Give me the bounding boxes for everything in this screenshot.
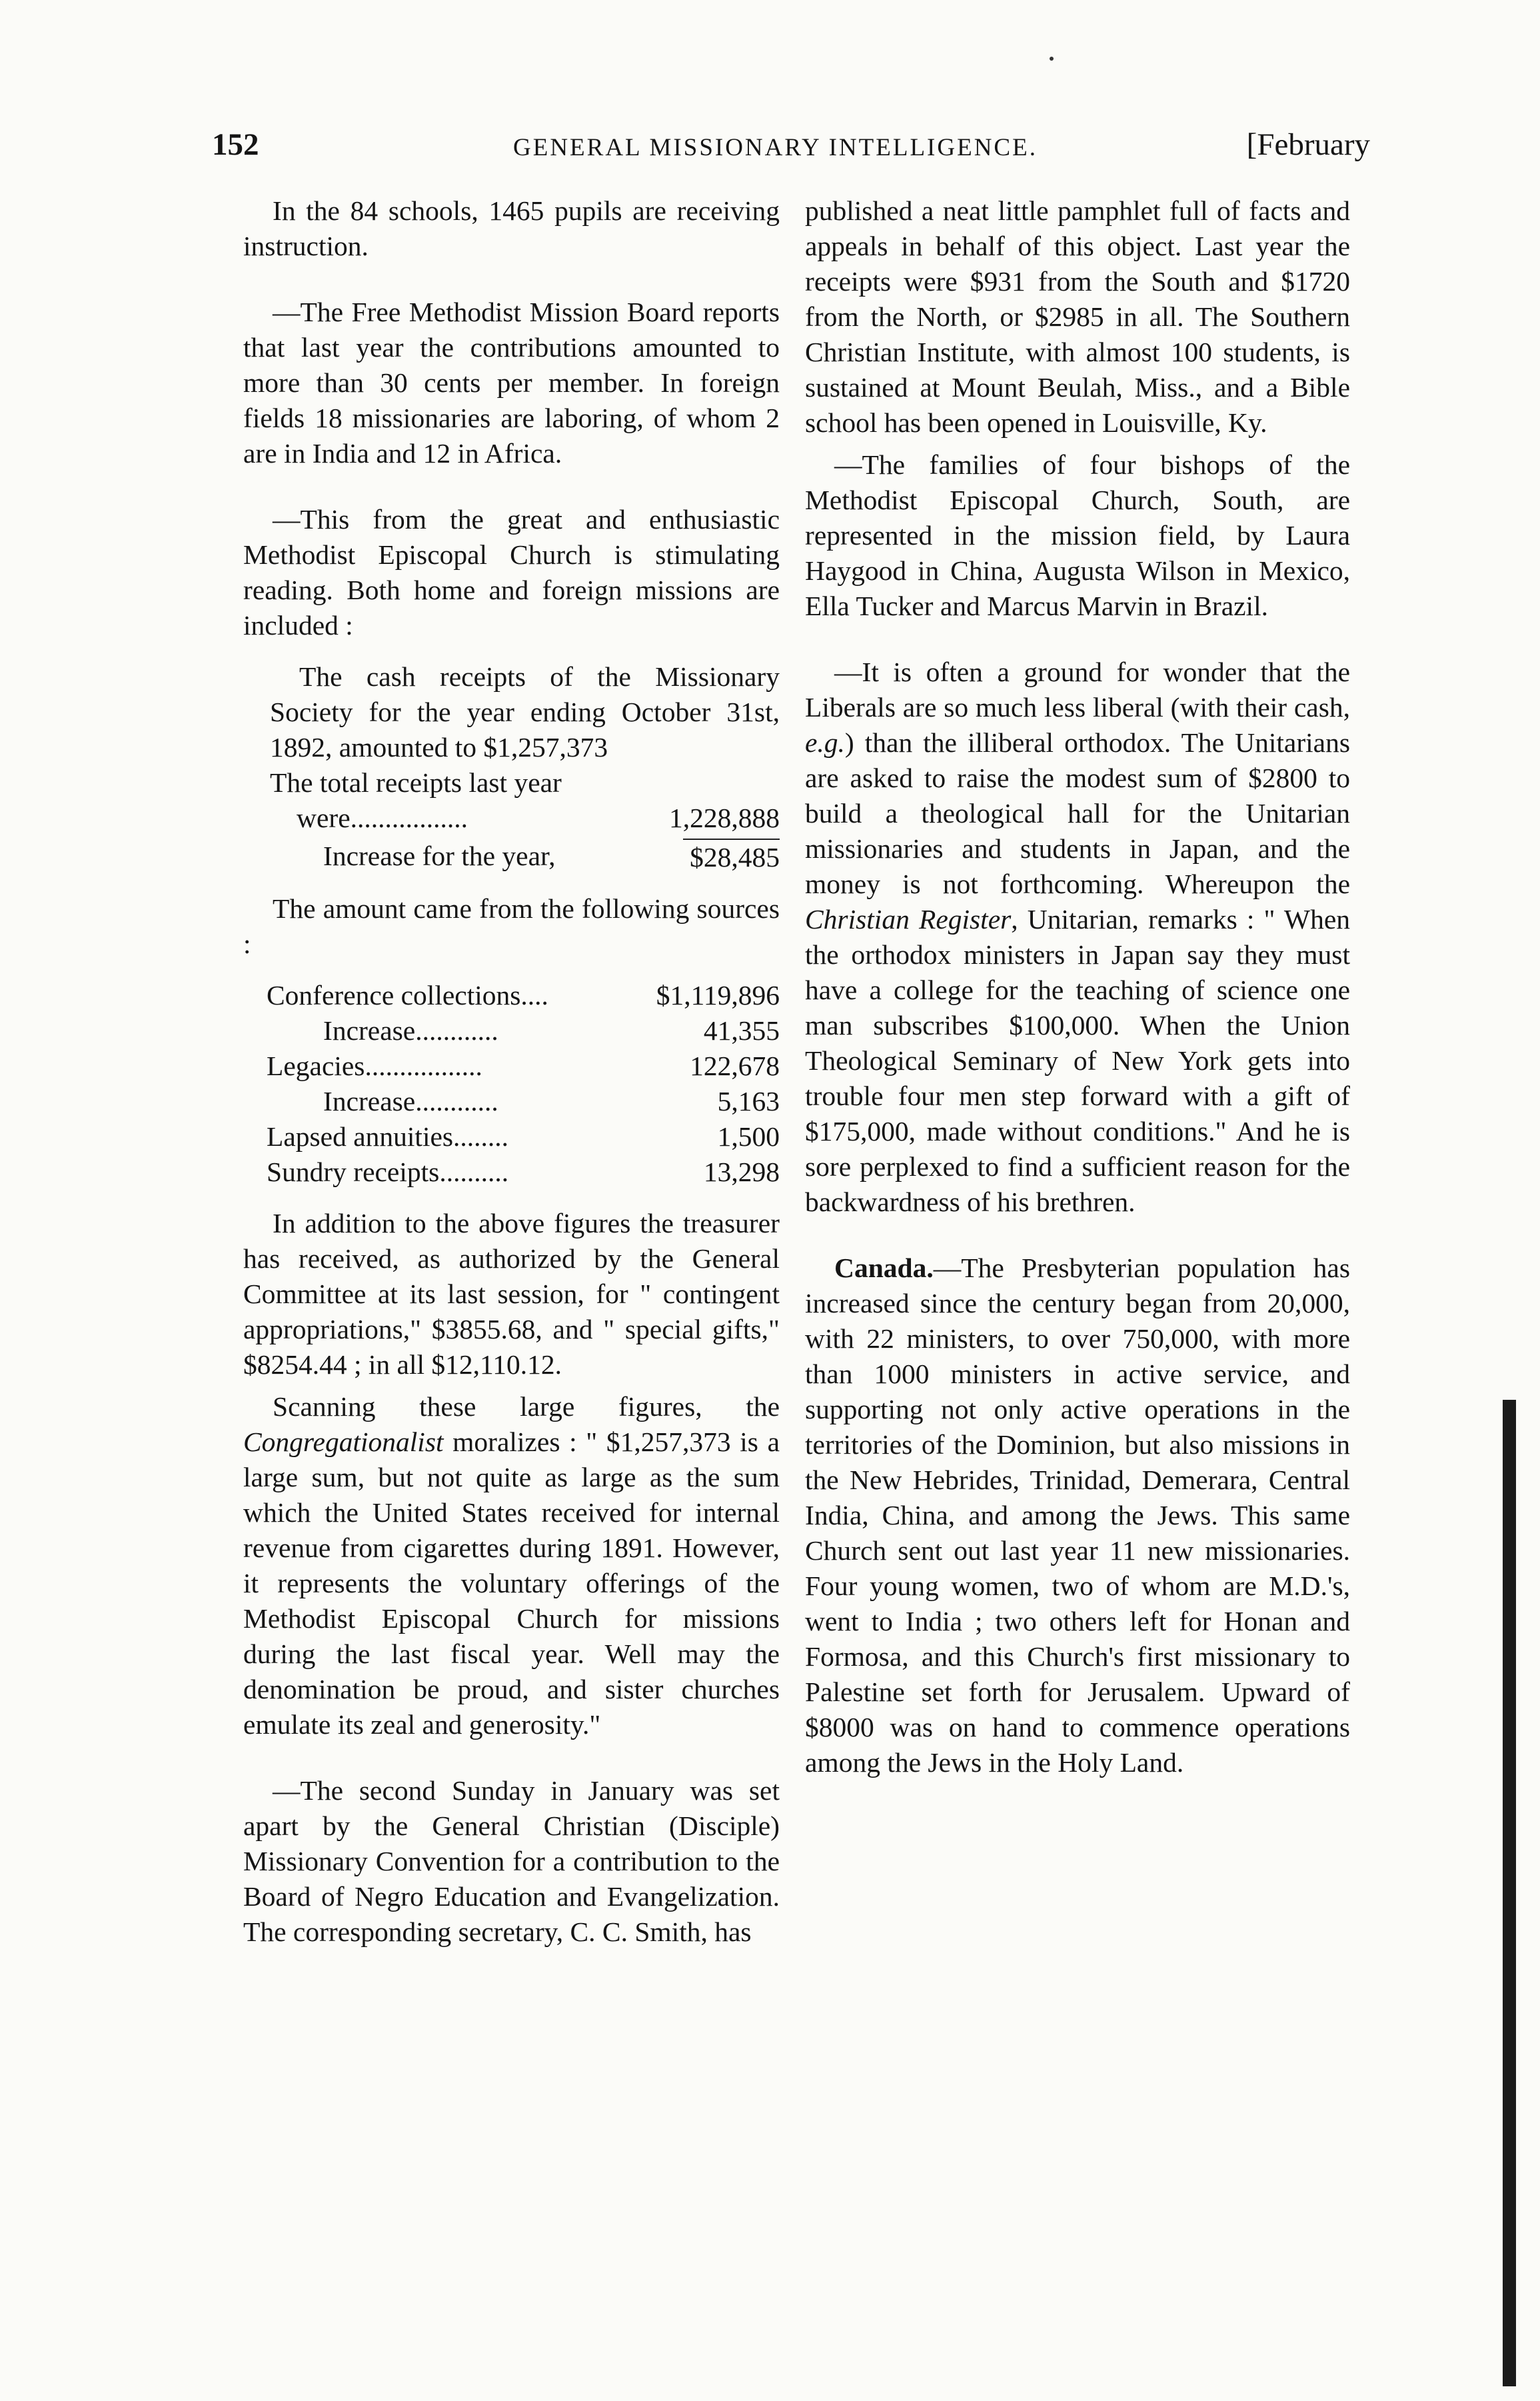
source-label: Increase............ xyxy=(323,1015,498,1046)
ledger-label: were................. xyxy=(297,803,468,833)
paragraph: In the 84 schools, 1465 pupils are receiving instruction. xyxy=(243,195,780,261)
source-label: Lapsed annuities........ xyxy=(267,1121,509,1152)
source-value: 1,500 xyxy=(717,1121,780,1152)
quote-line: The amount came from the following sources : xyxy=(243,893,780,959)
source-label: Sundry receipts.......... xyxy=(267,1157,509,1187)
increase-label: Increase for the year, xyxy=(323,841,556,871)
increase-value: $28,485 xyxy=(683,839,780,875)
left-column xyxy=(243,193,780,1950)
quote-line: The cash receipts of the Missionary Society for the year ending October 31st, 1892, amounted to $1,257,373 xyxy=(270,661,780,763)
block-quote xyxy=(270,659,780,801)
header-month: [February xyxy=(1246,127,1370,162)
journal-title: Christian Register xyxy=(805,904,1012,935)
source-row xyxy=(267,1013,780,1049)
paragraph: —This from the great and enthusiastic Methodist Episcopal Church is stimulating reading. Both home and foreign missions are included : xyxy=(243,504,780,641)
source-label: Conference collections.... xyxy=(267,980,548,1011)
source-value: $1,119,896 xyxy=(656,980,780,1011)
ledger-value: 1,228,888 xyxy=(669,803,780,833)
sources-table xyxy=(267,978,780,1190)
paragraph: —The families of four bishops of the Methodist Episcopal Church, South, are represented in the mission field, by Laura Haygood in China, Augusta Wilson in Mexico, Ella Tucker and Marcus Marvin in Brazil. xyxy=(805,449,1350,621)
paragraph: Canada.—The Presbyterian population has increased since the century began from 20,000, with 22 ministers, to over 750,000, with more than 1000 ministers in active service, and supporting not only active operations in the territories of the Dominion, but also missions in the New Hebrides, Trinidad, Demerara, Central India, China, and among the Jews. This same Church sent out last year 11 new missionaries. Four young women, two of whom are M.D.'s, went to India ; two others left for Honan and Formosa, and this Church's first missionary to Palestine set forth for Jerusalem. Upward of $8000 was on hand to commence operations among the Jews in the Holy Land. xyxy=(805,1252,1350,1778)
increase-row xyxy=(267,836,780,875)
abbreviation: e.g. xyxy=(805,727,845,758)
source-label: Increase............ xyxy=(323,1086,498,1117)
receipts-ledger xyxy=(267,801,780,836)
source-value: 13,298 xyxy=(703,1157,780,1187)
paragraph: —It is often a ground for wonder that the Liberals are so much less liberal (with their cash, e.g.) than the illiberal orthodox. The Unitarians are asked to raise the modest sum of $2800 to build a theological hall for the Unitarian missionaries and students in Japan, and the money is not forthcoming. Whereupon the Christian Register, Unitarian, remarks : " When the orthodox ministers in Japan say they must have a college for the teaching of science one man subscribes $100,000. When the Union Theological Seminary of New York gets into trouble four men step forward with a gift of $175,000, made without conditions." And he is sore perplexed to find a sufficient reason for the backwardness of his brethren. xyxy=(805,657,1350,1217)
source-label: Legacies................. xyxy=(267,1051,482,1081)
paragraph: —The Free Methodist Mission Board reports that last year the contributions amounted to more than 30 cents per member. In foreign fields 18 missionaries are laboring, of whom 2 are in India and 12 in Africa. xyxy=(243,297,780,469)
quote-line: The total receipts last year xyxy=(270,767,562,798)
source-value: 122,678 xyxy=(690,1051,780,1081)
source-row xyxy=(267,1049,780,1084)
section-lead: Canada. xyxy=(834,1252,934,1283)
ink-speck xyxy=(1050,57,1054,61)
source-value: 5,163 xyxy=(717,1086,780,1117)
journal-title: Congregationalist xyxy=(243,1426,444,1457)
page-header xyxy=(0,127,1540,180)
quote-paragraph: In addition to the above figures the treasurer has received, as authorized by the General Committee at its last session, for " contingent appropriations," $3855.68, and " special gifts," $8254.44 ; in all $12,110.12. xyxy=(243,1208,780,1380)
scan-edge-bar xyxy=(1503,1400,1516,2386)
ledger-row xyxy=(267,801,780,836)
running-title: GENERAL MISSIONARY INTELLIGENCE. xyxy=(513,134,1038,161)
source-value: 41,355 xyxy=(703,1015,780,1046)
source-row xyxy=(267,978,780,1013)
paragraph: —The second Sunday in January was set apart by the General Christian (Disciple) Missionary Convention for a contribution to the Board of Negro Education and Evangelization. The corresponding secretary, C. C. Smith, has xyxy=(243,1775,780,1947)
source-row xyxy=(267,1155,780,1190)
page-number: 152 xyxy=(212,127,259,162)
right-column xyxy=(805,193,1350,1780)
paragraph: published a neat little pamphlet full of facts and appeals in behalf of this object. Last year the receipts were $931 from the South and $1720 from the North, or $2985 in all. The Southern Christian Institute, with almost 100 students, is sustained at Mount Beulah, Miss., and a Bible school has been opened in Louisville, Ky. xyxy=(805,195,1350,438)
source-row xyxy=(267,1084,780,1119)
paragraph: Scanning these large figures, the Congregationalist moralizes : " $1,257,373 is a large sum, but not quite as large as the sum which the United States received for internal revenue from cigarettes during 1891. However, it represents the voluntary offerings of the Methodist Episcopal Church for missions during the last fiscal year. Well may the denomination be proud, and sister churches emulate its zeal and generosity." xyxy=(243,1391,780,1740)
source-row xyxy=(267,1119,780,1155)
